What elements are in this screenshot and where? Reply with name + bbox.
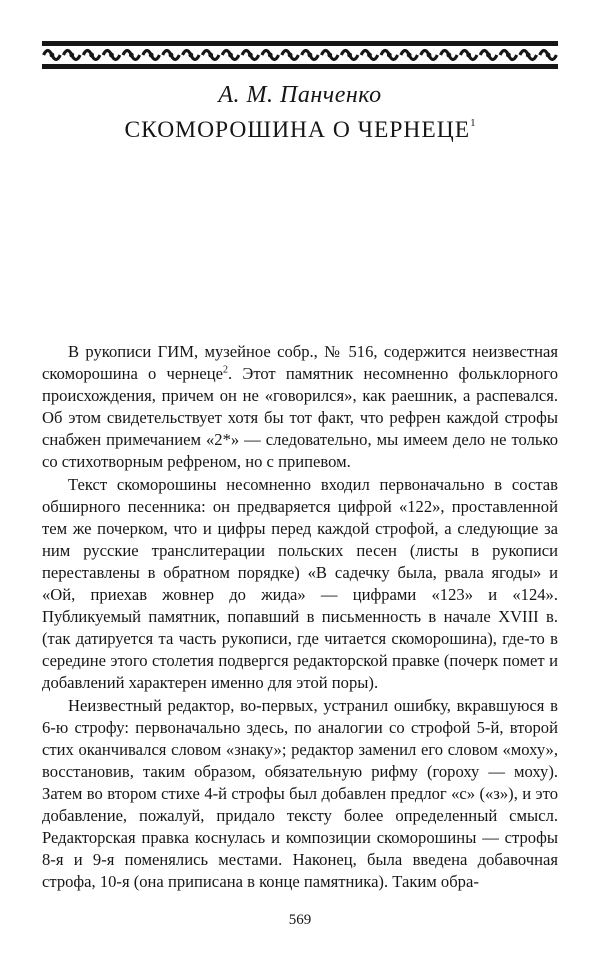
ornament-dot [486,53,491,58]
ornament-dot [228,53,233,58]
ornament-dot [546,53,551,58]
ornament-dot [387,53,392,58]
ornament-dot [109,53,114,58]
ornament-dot [466,53,471,58]
paragraph-text: . Этот памятник несомненно фольклорного происхождения, причем он не «говорился», как раешник, а распевался. Об этом свидетельствует хотя бы тот факт, что рефрен каждой строфы снабжен примечанием «2*» — следовательно, мы имеем дело не только со стихотворным рефреном, но с припевом. [42,364,558,472]
ornament-dot [446,53,451,58]
footnote-marker: 2 [223,364,229,376]
title-text: СКОМОРОШИНА О ЧЕРНЕЦЕ [124,117,471,143]
ornament-dot [248,53,253,58]
ornament-dot [268,53,273,58]
ornament-dot [407,53,412,58]
ornament-top-rule [42,41,558,46]
ornament-dot [526,53,531,58]
paragraph-text: Неизвестный редактор, во-первых, устранил ошибку, вкравшуюся в 6-ю строфу: первоначально здесь, по аналогии со строфой 5-й, второй стих оканчивался словом «знаку»; редактор заменил его словом «моху», восстановив, таким образом, обязательную рифму (гороху — моху). Затем во втором стихе 4-й строфы был добавлен предлог «с» («з»), и это добавление, пожалуй, придало тексту более определенный смысл. Редакторская правка коснулась и композиции скоморошины — строфы 8-я и 9-я поменялись местами. Наконец, была введена добавочная строфа, 10-я (она приписана в конце памятника). Таким обра- [42,695,558,892]
ornament-dot [50,53,55,58]
page-number: 569 [288,912,312,928]
body-text [42,341,558,893]
body-paragraph [42,341,558,474]
ornament-dot [347,53,352,58]
ornament-bottom-rule [42,64,558,69]
ornament-dot [506,53,511,58]
body-paragraph [42,474,558,695]
ornament-dot [427,53,432,58]
ornament-dot [308,53,313,58]
author-name: А. М. Панченко [218,82,382,108]
decorative-border-ornament [42,38,558,72]
ornament-dot [169,53,174,58]
title-footnote-marker: 1 [470,117,476,129]
paragraph-text: Текст скоморошины несомненно входил первоначально в состав обширного песенника: он предваряется цифрой «122», проставленной тем же почерком, что и цифры перед каждой строфой, а следующие за ним русские транслитерации польских песен (листы в рукописи переставлены в обратном порядке) «В садечку была, рвала ягоды» и «Ой, приехав жовнер до жида» — цифрами «123» и «124». Публикуемый памятник, попавший в письменность в начале XVIII в. (так датируется та часть рукописи, где читается скоморошина), где-то в середине этого столетия подвергся редакторской правке (почерк помет и добавлений характерен именно для этой поры). [42,474,558,693]
ornament-dot [69,53,74,58]
ornament-dot [188,53,193,58]
ornament-dot [327,53,332,58]
ornament-dot [89,53,94,58]
body-paragraph [42,695,558,894]
paragraph-text: В рукописи ГИМ, музейное собр., № 516, содержится неизвестная скоморошина о чернеце [42,342,558,384]
ornament-dot [208,53,213,58]
page-title [0,117,600,144]
ornament-dot [129,53,134,58]
ornament-dot [288,53,293,58]
ornament-dot [367,53,372,58]
ornament-dot [149,53,154,58]
